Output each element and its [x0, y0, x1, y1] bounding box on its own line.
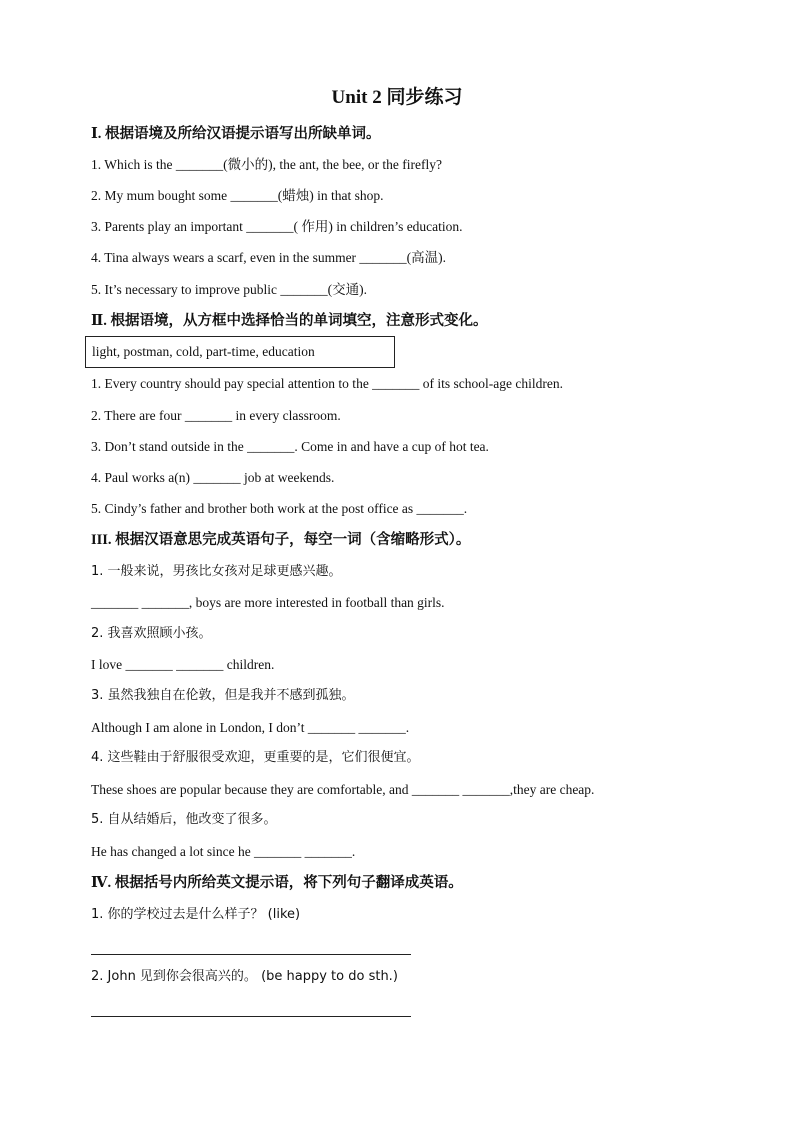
- section-3-item-4-english: These shoes are popular because they are comfortable, and _______ _______,they are cheap.: [91, 782, 595, 797]
- section-4-item-1-prompt: 1. 你的学校过去是什么样子？ (like): [91, 907, 301, 922]
- section-4-item-2-prompt: 2. John 见到你会很高兴的。 (be happy to do sth.): [91, 969, 398, 984]
- section-3-item-1-english: _______ _______, boys are more interested in football than girls.: [91, 595, 445, 610]
- section-4-item-2-answer-line: [91, 1016, 411, 1017]
- section-2-item-2: 2. There are four _______ in every classroom.: [91, 408, 341, 423]
- section-2-heading: Ⅱ. 根据语境，从方框中选择恰当的单词填空，注意形式变化。: [91, 313, 488, 329]
- section-2-item-3: 3. Don’t stand outside in the _______. Come in and have a cup of hot tea.: [91, 439, 489, 454]
- section-2-item-4: 4. Paul works a(n) _______ job at weekends.: [91, 470, 335, 485]
- word-box-text: light, postman, cold, part-time, education: [92, 344, 315, 359]
- section-1-item-1: 1. Which is the _______(微小的), the ant, the bee, or the firefly?: [91, 157, 443, 172]
- section-3-item-3-english: Although I am alone in London, I don’t _______ _______.: [91, 720, 410, 735]
- section-1-heading: Ⅰ. 根据语境及所给汉语提示语写出所缺单词。: [91, 126, 381, 142]
- section-3-item-1-chinese: 1. 一般来说，男孩比女孩对足球更感兴趣。: [91, 564, 342, 579]
- section-4-heading: Ⅳ. 根据括号内所给英文提示语，将下列句子翻译成英语。: [91, 875, 463, 891]
- section-3-item-2-chinese: 2. 我喜欢照顾小孩。: [91, 626, 212, 641]
- section-3-heading: III. 根据汉语意思完成英语句子，每空一词（含缩略形式）。: [91, 532, 471, 548]
- section-1-item-2: 2. My mum bought some _______(蜡烛) in that shop.: [91, 188, 384, 203]
- section-4-item-1-answer-line: [91, 954, 411, 955]
- section-1-item-5: 5. It’s necessary to improve public _______(交通).: [91, 282, 367, 297]
- section-1-item-4: 4. Tina always wears a scarf, even in the summer _______(高温).: [91, 250, 447, 265]
- section-3-item-3-chinese: 3. 虽然我独自在伦敦，但是我并不感到孤独。: [91, 688, 355, 703]
- section-3-item-2-english: I love _______ _______ children.: [91, 657, 275, 672]
- section-3-item-5-english: He has changed a lot since he _______ _______.: [91, 844, 356, 859]
- section-2-item-1: 1. Every country should pay special attention to the _______ of its school-age children.: [91, 376, 564, 391]
- page-title: Unit 2 同步练习: [331, 87, 463, 108]
- section-2-item-5: 5. Cindy’s father and brother both work at the post office as _______.: [91, 501, 468, 516]
- section-3-item-5-chinese: 5. 自从结婚后，他改变了很多。: [91, 812, 277, 827]
- word-box: [85, 336, 395, 368]
- section-1-item-3: 3. Parents play an important _______( 作用) in children’s education.: [91, 219, 463, 234]
- section-3-item-4-chinese: 4. 这些鞋由于舒服很受欢迎，更重要的是，它们很便宜。: [91, 750, 420, 765]
